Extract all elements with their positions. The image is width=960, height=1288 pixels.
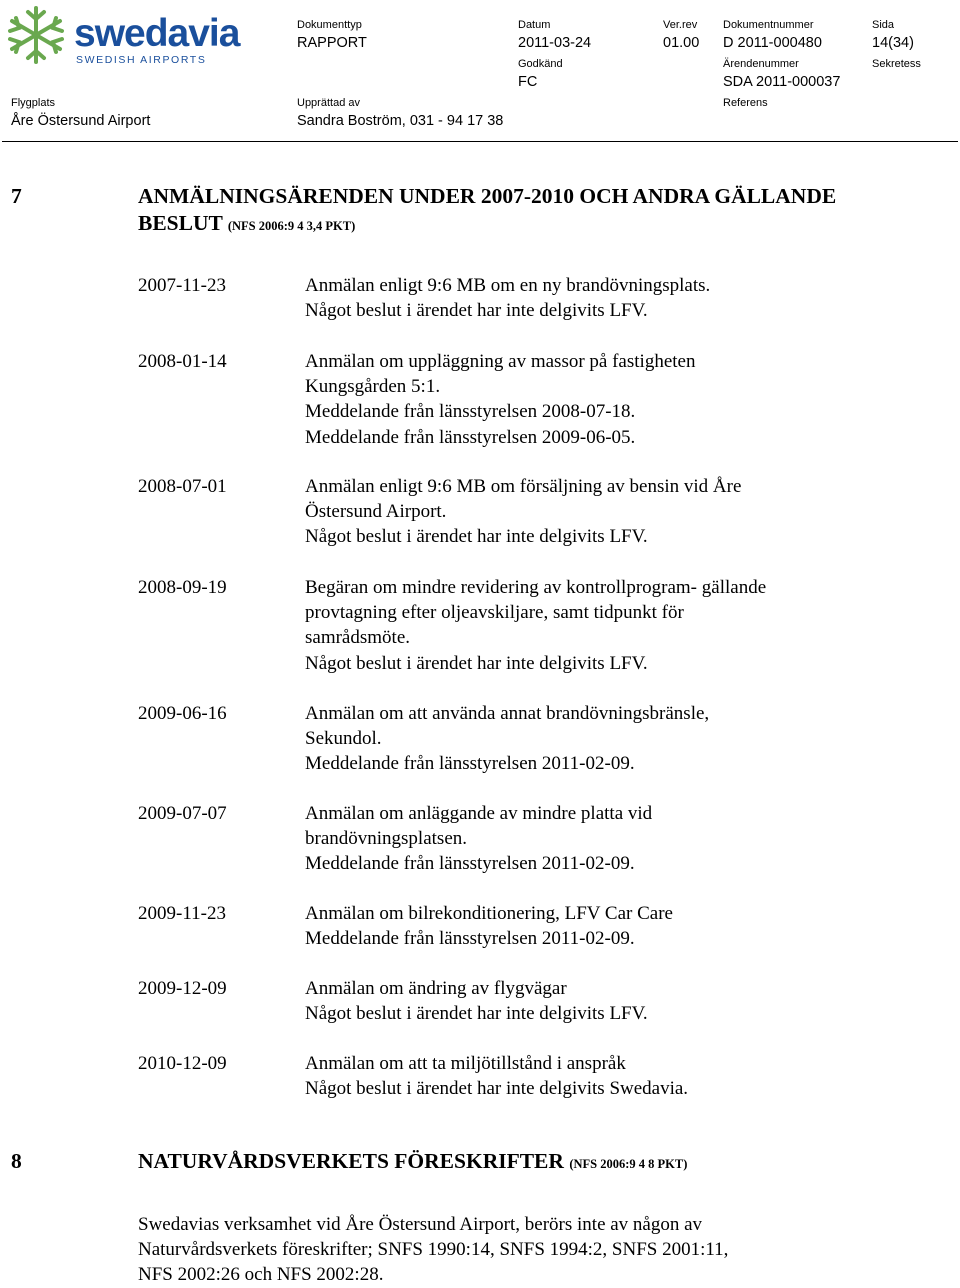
case-date: 2009-06-16 [138,703,227,724]
page-label: Sida [872,19,895,31]
section-8-title-text: NATURVÅRDSVERKETS FÖRESKRIFTER [138,1149,564,1173]
case-date: 2008-09-19 [138,577,227,598]
case-description [305,474,935,550]
page-value: 14(34) [872,35,914,51]
logo-tagline: SWEDISH AIRPORTS [76,54,207,66]
prepared-by-value: Sandra Boström, 031 - 94 17 38 [297,113,504,129]
approved-value: FC [518,74,538,90]
prepared-by-label: Upprättad av [297,97,360,109]
section-7-title-line2: BESLUT (NFS 2006:9 4 3,4 PKT) [138,211,356,235]
doc-type-value: RAPPORT [297,35,367,51]
section-8-title [138,1148,687,1178]
approved-label: Godkänd [518,58,563,70]
case-line: Meddelande från länsstyrelsen 2009-06-05. [305,426,636,448]
secrecy-label: Sekretess [872,58,921,70]
case-description [305,273,935,323]
swedavia-logo [4,4,240,66]
case-line: Något beslut i ärendet har inte delgivits Swedavia. [305,1078,689,1100]
date-value: 2011-03-24 [518,35,592,51]
doc-type-label: Dokumenttyp [297,19,362,31]
case-line: Anmälan enligt 9:6 MB om en ny brandövningsplats. [305,275,711,296]
section-7-title-ref: (NFS 2006:9 4 3,4 PKT) [227,219,356,233]
case-line: Något beslut i ärendet har inte delgivits LFV. [305,526,648,548]
case-description [305,976,935,1026]
case-description [305,575,935,676]
logo-wordmark: swedavia [74,12,240,55]
version-label: Ver.rev [663,19,698,31]
case-date: 2008-07-01 [138,476,227,497]
section-7-number: 7 [11,184,22,208]
reference-label: Referens [723,97,768,109]
case-line: Anmälan om att ta miljötillstånd i anspråk [305,1053,626,1074]
case-description [305,801,935,877]
case-description [305,701,935,777]
section-8-paragraph [138,1212,938,1288]
case-line: Anmälan om att använda annat brandövningsbränsle, [305,703,710,724]
case-date: 2009-07-07 [138,803,227,824]
case-line: brandövningsplatsen. [305,828,468,850]
section-8-number: 8 [11,1149,22,1173]
case-date: 2010-12-09 [138,1053,227,1074]
case-line: Meddelande från länsstyrelsen 2008-07-18. [305,401,636,423]
header-divider [2,141,958,142]
section-7-title-line1: ANMÄLNINGSÄRENDEN UNDER 2007-2010 OCH ANDRA GÄLLANDE [138,184,837,208]
section-7-title [138,183,836,240]
version-value: 01.00 [663,35,700,51]
paragraph-line: Naturvårdsverkets föreskrifter; SNFS 1990:14, SNFS 1994:2, SNFS 2001:11, [138,1239,729,1261]
date-label: Datum [518,19,551,31]
case-date: 2008-01-14 [138,351,227,372]
case-line: Meddelande från länsstyrelsen 2011-02-09. [305,928,635,950]
case-line: Kungsgården 5:1. [305,376,441,398]
case-line: Sekundol. [305,728,382,750]
airport-label: Flygplats [11,97,56,109]
case-description [305,349,935,450]
paragraph-line: NFS 2002:26 och NFS 2002:28. [138,1264,384,1286]
case-line: Anmälan om uppläggning av massor på fastigheten [305,351,696,372]
airport-value: Åre Östersund Airport [11,113,151,129]
case-line: Östersund Airport. [305,501,447,523]
doc-number-label: Dokumentnummer [723,19,814,31]
case-line: Begäran om mindre revidering av kontrollprogram- gällande [305,577,767,598]
case-line: Anmälan om ändring av flygvägar [305,978,567,999]
case-number-value: SDA 2011-000037 [723,74,841,90]
document-header [0,0,960,140]
case-line: Meddelande från länsstyrelsen 2011-02-09. [305,853,635,875]
case-line: Anmälan enligt 9:6 MB om försäljning av bensin vid Åre [305,476,742,497]
case-number-label: Ärendenummer [723,58,799,70]
case-line: Något beslut i ärendet har inte delgivits LFV. [305,300,648,322]
paragraph-line: Swedavias verksamhet vid Åre Östersund Airport, berörs inte av någon av [138,1214,703,1235]
case-line: Meddelande från länsstyrelsen 2011-02-09. [305,753,635,775]
case-line: samrådsmöte. [305,627,411,649]
case-line: Anmälan om bilrekonditionering, LFV Car Care [305,903,673,924]
case-date: 2009-12-09 [138,978,227,999]
case-line: Anmälan om anläggande av mindre platta vid [305,803,653,824]
case-line: provtagning efter oljeavskiljare, samt tidpunkt för [305,602,684,624]
case-description [305,901,935,951]
case-line: Något beslut i ärendet har inte delgivits LFV. [305,1003,648,1025]
case-date: 2009-11-23 [138,903,226,924]
doc-number-value: D 2011-000480 [723,35,822,51]
case-description [305,1051,935,1101]
case-date: 2007-11-23 [138,275,226,296]
snowflake-icon [4,4,68,66]
section-8-title-ref: (NFS 2006:9 4 8 PKT) [569,1157,688,1171]
case-line: Något beslut i ärendet har inte delgivits LFV. [305,652,648,674]
